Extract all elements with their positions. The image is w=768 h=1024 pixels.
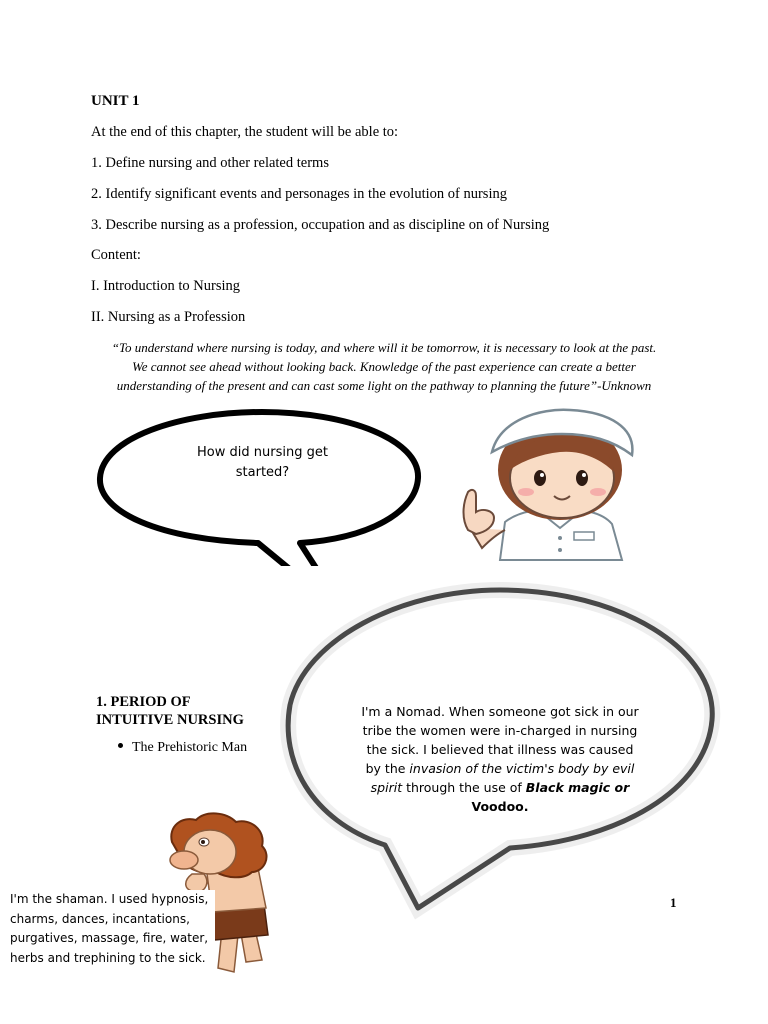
nomad-line-5-plain: through the use of [402,780,526,795]
nurse-bubble-line-2: started? [235,465,290,480]
content-item-1: I. Introduction to Nursing [91,278,241,294]
nomad-line-1: I'm a Nomad. When someone got sick in our [361,704,639,719]
nurse-speech-bubble [100,412,418,576]
shaman-caption [10,890,215,968]
nurse-bubble-line-1: How did nursing get [197,445,328,460]
objective-item-3: 3. Describe nursing as a profession, occupation and as discipline on of Nursing [91,217,550,233]
nomad-line-6 [360,797,640,816]
bullet-item [118,740,247,756]
section-heading-line-2: INTUITIVE NURSING [96,712,244,728]
objective-item-2: 2. Identify significant events and personages in the evolution of nursing [91,186,507,202]
shaman-line-1: I'm the shaman. I used hypnosis, [10,892,209,906]
nomad-line-4-plain: by the [365,761,410,776]
nomad-line-2: tribe the women were in-charged in nursing [362,723,638,738]
unit-title: UNIT 1 [91,93,140,109]
nomad-bubble-text [360,702,640,816]
bullet-text: The Prehistoric Man [132,740,248,755]
section-heading-line-1: 1. PERIOD OF [96,694,191,710]
page-number: 1 [670,895,677,910]
nomad-line-5 [360,778,640,797]
nomad-line-6-bold: Voodoo. [471,799,529,814]
nomad-line-4 [360,759,640,778]
nomad-line-5-bold: Black magic or [525,780,630,795]
shaman-line-3: purgatives, massage, fire, water, [10,931,209,945]
nurse-bubble-text [175,443,350,483]
nomad-line-5-italic: spirit [370,780,403,795]
nomad-line-3: the sick. I believed that illness was caused [366,742,634,757]
quote-line-3: understanding of the present and can cast some light on the pathway to planning the future”-Unknown [116,378,652,393]
objective-item-1: 1. Define nursing and other related terms [91,155,329,171]
quote-line-1: “To understand where nursing is today, and where will it be tomorrow, it is necessary to look at the past. [111,340,657,355]
content-item-2: II. Nursing as a Profession [91,309,246,325]
shaman-line-4: herbs and trephining to the sick. [10,950,206,965]
nomad-line-4-italic: invasion of the victim's body by evil [409,761,635,776]
objectives-intro: At the end of this chapter, the student will be able to: [91,124,399,140]
shaman-line-2: charms, dances, incantations, [10,911,190,926]
nurse-illustration [464,410,633,560]
section-heading [96,693,244,729]
quote-line-2: We cannot see ahead without looking back. Knowledge of the past experience can create a better [132,359,636,374]
historical-quote [88,338,680,395]
bullet-dot-icon [118,743,123,748]
content-label: Content: [91,247,141,263]
